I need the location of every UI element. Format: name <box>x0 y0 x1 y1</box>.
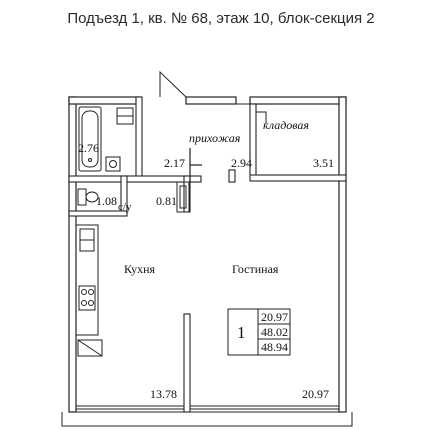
wc-area: 1.08 <box>96 194 117 208</box>
rooms-count: 1 <box>237 323 246 342</box>
bath-area: 2.76 <box>78 141 99 155</box>
dim-wc-side: 0.81 <box>156 194 177 208</box>
dim-hall-left: 2.17 <box>164 156 185 170</box>
kitchen-counter-icon <box>76 225 98 335</box>
living-label: Гостиная <box>232 262 279 276</box>
summary-total-with-loggia: 48.94 <box>261 340 288 354</box>
kitchen-label: Кухня <box>124 262 156 276</box>
kitchen-appliance-icon <box>78 340 102 356</box>
window-right <box>190 406 339 412</box>
balcony-outline <box>62 412 352 426</box>
dim-kitchen-bottom: 13.78 <box>150 387 177 401</box>
window-left <box>76 406 184 412</box>
dim-storage-right: 3.51 <box>313 156 334 170</box>
wc-label: с/у <box>118 201 132 213</box>
hall-label: прихожая <box>189 131 241 145</box>
summary-living-area: 20.97 <box>261 310 288 324</box>
toilet-icon <box>78 189 98 205</box>
dim-living-bottom: 20.97 <box>302 387 329 401</box>
washing-machine-icon <box>117 108 133 124</box>
dim-hall-right: 2.94 <box>231 156 252 170</box>
page-title: Подъезд 1, кв. № 68, этаж 10, блок-секция 2 <box>67 9 375 27</box>
summary-total-area: 48.02 <box>261 325 288 339</box>
bathroom-sink-icon <box>106 157 120 171</box>
storage-label: кладовая <box>263 118 310 132</box>
bathtub-icon <box>79 107 101 171</box>
